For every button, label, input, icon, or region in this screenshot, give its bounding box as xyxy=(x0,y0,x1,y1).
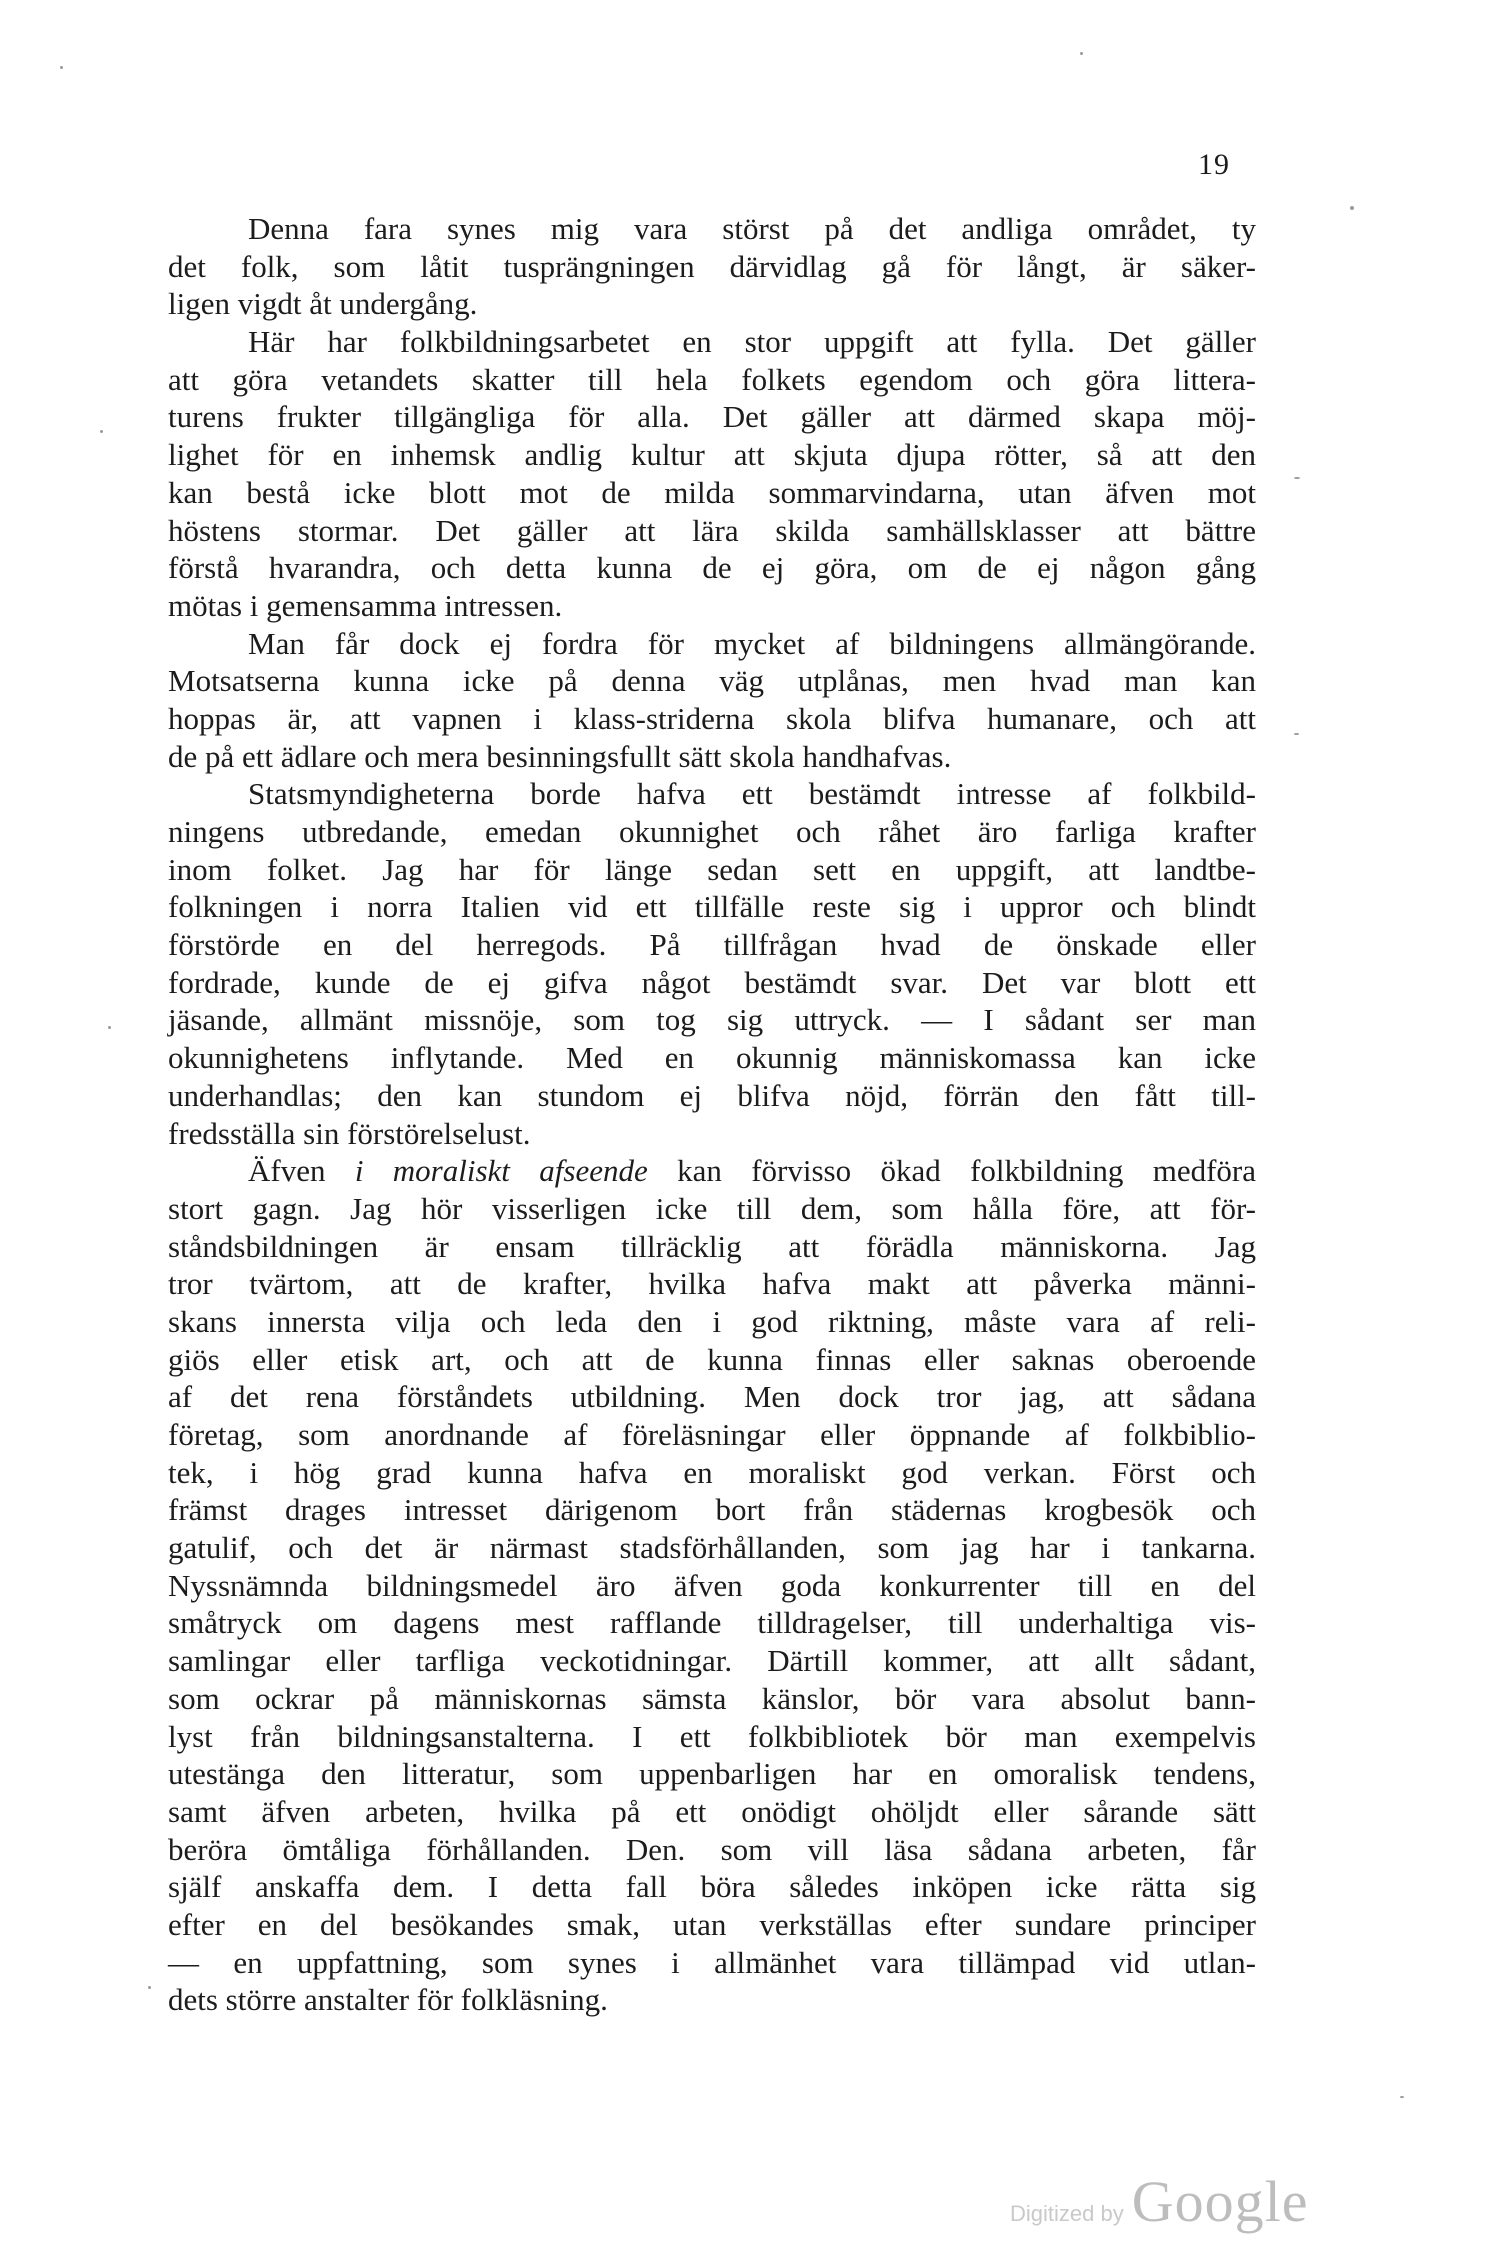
scan-speck xyxy=(1294,733,1299,735)
page-number: 19 xyxy=(1198,148,1230,181)
text-line: ståndsbildningen är ensam tillräcklig att förädla människorna. Jag xyxy=(168,1228,1256,1264)
text-line: samt äfven arbeten, hvilka på ett onödigt ohöljdt eller sårande sätt xyxy=(168,1793,1256,1829)
text-line: förstörde en del herregods. På tillfrågan hvad de önskade eller xyxy=(168,927,1256,963)
text-line: småtryck om dagens mest rafflande tilldragelser, till underhaltiga vis- xyxy=(168,1605,1256,1641)
text-line: fredsställa sin förstörelselust. xyxy=(168,1115,531,1151)
text-line: det folk, som låtit tusprängningen därvidlag gå för långt, är säker- xyxy=(168,248,1256,284)
scan-speck xyxy=(1080,52,1083,55)
text-line: jäsande, allmänt missnöje, som tog sig uttryck. — I sådant ser man xyxy=(168,1002,1256,1038)
text-line: lighet för en inhemsk andlig kultur att skjuta djupa rötter, så att den xyxy=(168,437,1256,473)
text-line: hoppas är, att vapnen i klass-striderna skola blifva humanare, och att xyxy=(168,700,1256,736)
watermark-prefix: Digitized by xyxy=(1010,2201,1124,2226)
text-line: ligen vigdt åt undergång. xyxy=(168,286,478,322)
text-line: företag, som anordnande af föreläsningar eller öppnande af folkbiblio- xyxy=(168,1417,1256,1452)
text-line: fordrade, kunde de ej gifva något bestämdt svar. Det var blott ett xyxy=(168,964,1256,1000)
text-line: folkningen i norra Italien vid ett tillfälle reste sig i uppror och blindt xyxy=(168,889,1256,925)
text-line: beröra ömtåliga förhållanden. Den. som vill läsa sådana arbeten, får xyxy=(168,1831,1256,1867)
italic-emphasis: i moraliskt afseende xyxy=(354,1153,648,1189)
scan-speck xyxy=(1294,477,1300,479)
scan-speck xyxy=(60,66,63,69)
text-line: Man får dock ej fordra för mycket af bildningens allmängörande. xyxy=(248,625,1256,661)
text-line: turens frukter tillgängliga för alla. Det gäller att därmed skapa möj- xyxy=(168,399,1256,435)
text-line: tror tvärtom, att de krafter, hvilka hafva makt att påverka männi- xyxy=(168,1266,1256,1302)
text-line: underhandlas; den kan stundom ej blifva nöjd, förrän den fått till- xyxy=(168,1077,1256,1113)
text-line: giös eller etisk art, och att de kunna finnas eller saknas oberoende xyxy=(168,1341,1256,1377)
text-line xyxy=(168,1152,1256,1190)
scan-speck xyxy=(1350,206,1354,210)
text-line: Statsmyndigheterna borde hafva ett bestämdt intresse af folkbild- xyxy=(248,776,1256,812)
text-line-segment: kan förvisso ökad folkbildning medföra xyxy=(647,1153,1256,1189)
scan-speck xyxy=(1400,2096,1404,2098)
text-line: inom folket. Jag har för länge sedan sett en uppgift, att landtbe- xyxy=(168,851,1256,887)
text-line: samlingar eller tarfliga veckotidningar. Därtill kommer, att allt sådant, xyxy=(168,1643,1256,1679)
text-line: lyst från bildningsanstalterna. I ett folkbibliotek bör man exempelvis xyxy=(168,1718,1256,1754)
text-line: mötas i gemensamma intressen. xyxy=(168,587,563,623)
text-line: gatulif, och det är närmast stadsförhållanden, som jag har i tankarna. xyxy=(168,1530,1256,1566)
text-line: själf anskaffa dem. I detta fall böra således inköpen icke rätta sig xyxy=(168,1869,1256,1905)
text-line: Nyssnämnda bildningsmedel äro äfven goda konkurrenter till en del xyxy=(168,1567,1256,1603)
text-line: skans innersta vilja och leda den i god riktning, måste vara af reli- xyxy=(168,1303,1256,1339)
text-line: tek, i hög grad kunna hafva en moraliskt god verkan. Först och xyxy=(168,1454,1256,1490)
text-line: höstens stormar. Det gäller att lära skilda samhällsklasser att bättre xyxy=(168,512,1256,548)
text-line: stort gagn. Jag hör visserligen icke till dem, som hålla före, att för- xyxy=(168,1190,1256,1226)
body-text xyxy=(168,210,1256,2019)
text-line: de på ett ädlare och mera besinningsfullt sätt skola handhafvas. xyxy=(168,738,952,774)
text-line: att göra vetandets skatter till hela folkets egendom och göra littera- xyxy=(168,361,1256,397)
text-line: af det rena förståndets utbildning. Men dock tror jag, att sådana xyxy=(168,1379,1256,1415)
text-line: främst drages intresset därigenom bort från städernas krogbesök och xyxy=(168,1492,1256,1528)
text-line: ningens utbredande, emedan okunnighet och råhet äro farliga krafter xyxy=(168,814,1256,849)
text-line: Motsatserna kunna icke på denna väg utplånas, men hvad man kan xyxy=(168,663,1256,699)
digitized-watermark xyxy=(1010,2168,1330,2235)
scan-speck xyxy=(148,1986,151,1989)
text-line: utestänga den litteratur, som uppenbarligen har en omoralisk tendens, xyxy=(168,1756,1256,1792)
watermark-brand-logo: Google xyxy=(1131,2169,1309,2234)
text-line: — en uppfattning, som synes i allmänhet vara tillämpad vid utlan- xyxy=(168,1944,1256,1980)
text-line: okunnighetens inflytande. Med en okunnig människomassa kan icke xyxy=(168,1040,1256,1076)
scan-speck xyxy=(108,1026,111,1029)
text-line: Här har folkbildningsarbetet en stor uppgift att fylla. Det gäller xyxy=(248,324,1256,360)
text-line: dets större anstalter för folkläsning. xyxy=(168,1982,608,2018)
scan-speck xyxy=(100,430,103,433)
text-line: som ockrar på människornas sämsta känslor, bör vara absolut bann- xyxy=(168,1680,1256,1716)
text-line-segment: Äfven xyxy=(248,1153,355,1189)
text-line: kan bestå icke blott mot de milda sommarvindarna, utan äfven mot xyxy=(168,474,1256,510)
text-line: förstå hvarandra, och detta kunna de ej göra, om de ej någon gång xyxy=(168,550,1256,586)
text-line: efter en del besökandes smak, utan verkställas efter sundare principer xyxy=(168,1906,1256,1942)
text-line: Denna fara synes mig vara störst på det andliga området, ty xyxy=(248,211,1256,246)
